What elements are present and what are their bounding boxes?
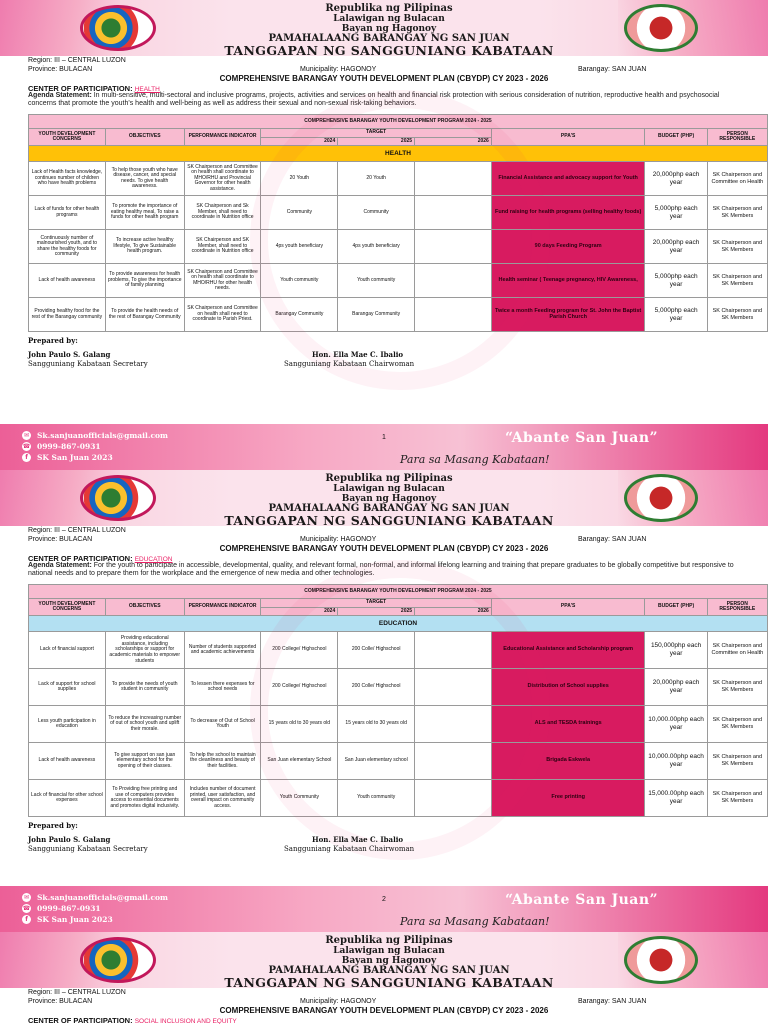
col-indicator: PERFORMANCE INDICATOR [184, 599, 261, 616]
page-footer [0, 414, 768, 470]
cop-value[interactable]: EDUCATION [134, 556, 173, 563]
footer-email-row [22, 892, 168, 903]
header-text [170, 4, 608, 57]
cop-label: CENTER OF PARTICIPATION: [28, 554, 133, 563]
plan-page-education [0, 470, 768, 932]
person-cell: SK Chairperson and SK Members [707, 230, 767, 264]
header-line-province: Lalawigan ng Bulacan [333, 484, 445, 494]
target-2026-cell [415, 743, 492, 780]
col-target: TARGET [261, 599, 491, 608]
col-2026: 2026 [415, 137, 492, 146]
person-cell: SK Chairperson and SK Members [707, 780, 767, 817]
barangay-label: Barangay: SAN JUAN [578, 998, 647, 1005]
concern-cell: Providing healthy food for the rest of the Barangay community [29, 298, 106, 332]
target-2024-cell: 200 College/ Highschool [261, 669, 338, 706]
budget-cell: 20,000php each year [645, 230, 707, 264]
objective-cell: To give support on san juan elementary school for the opening of their classes. [105, 743, 184, 780]
indicator-cell: SK Chairperson and Committee on health shall need to coordinate to Parish Priest. [184, 298, 261, 332]
region-label: Region: III – CENTRAL LUZON [28, 989, 126, 996]
header-banner [0, 932, 768, 988]
col-concerns: YOUTH DEVELOPMENT CONCERNS [29, 129, 106, 146]
email-icon: ✉ [23, 894, 30, 901]
target-2024-cell: Youth community [261, 264, 338, 298]
indicator-cell: To lessen there expenses for school needs [184, 669, 261, 706]
footer-slogan: “Abante San Juan” [505, 892, 659, 908]
table-row [29, 162, 768, 196]
objective-cell: To promote the importance of eating healthy meal, To raise a funds for other health program [105, 196, 184, 230]
prepared-by-label: Prepared by: [28, 336, 78, 346]
program-title: COMPREHENSIVE BARANGAY YOUTH DEVELOPMENT PROGRAM 2024 - 2025 [29, 115, 768, 129]
concern-cell: Less youth participation in education [29, 706, 106, 743]
target-2025-cell: Community [338, 196, 415, 230]
header-line-barangay: PAMAHALAANG BARANGAY NG SAN JUAN [268, 965, 510, 976]
header-line-province: Lalawigan ng Bulacan [333, 946, 445, 956]
objective-cell: To increase active healthy lifestyle, To give Sustainable health program. [105, 230, 184, 264]
chairwoman-name: Hon. Ella Mae C. Ibalio [312, 350, 404, 360]
facebook-icon: f [22, 915, 31, 924]
plan-title: COMPREHENSIVE BARANGAY YOUTH DEVELOPMENT PLAN (CBYDP) CY 2023 - 2026 [219, 544, 549, 553]
objective-cell: Providing educational assistance, including scholarships or support for academic materials to empower students [105, 632, 184, 669]
col-objectives: OBJECTIVES [105, 599, 184, 616]
plan-page-health [0, 0, 768, 470]
secretary-title: Sangguniang Kabataan Secretary [28, 360, 148, 369]
ppa-cell: Free printing [491, 780, 645, 817]
municipality-label: Municipality: HAGONOY [300, 536, 377, 543]
plan-title: COMPREHENSIVE BARANGAY YOUTH DEVELOPMENT PLAN (CBYDP) CY 2023 - 2026 [219, 1006, 549, 1015]
col-2024: 2024 [261, 137, 338, 146]
cop-value[interactable]: HEALTH [134, 86, 160, 93]
target-2026-cell [415, 298, 492, 332]
target-2025-cell: Barangay Community [338, 298, 415, 332]
agenda-text: In multi-sensitive, multi-sectoral and inclusive programs, projects, activities and services on health and financial risk protection with serious consideration of nutrition, reproductive health and psychosocial concerns that promote the youth's health and well-being as well as address their sexual and non-sexual risk-taking behaviors. [28, 92, 720, 107]
header-line-barangay: PAMAHALAANG BARANGAY NG SAN JUAN [268, 503, 510, 514]
indicator-cell: To help the school to maintain the cleanliness and beauty of their facilities. [184, 743, 261, 780]
col-budget: BUDGET (PHP) [645, 129, 707, 146]
prepared-by-label: Prepared by: [28, 821, 78, 831]
ppa-cell: Financial Assistance and advocacy support for Youth [491, 162, 645, 196]
chairwoman-title: Sangguniang Kabataan Chairwoman [284, 845, 415, 854]
person-cell: SK Chairperson and SK Members [707, 264, 767, 298]
region-label: Region: III – CENTRAL LUZON [28, 527, 126, 534]
footer-email[interactable]: Sk.sanjuanofficials@gmail.com [37, 893, 168, 902]
municipality-label: Municipality: HAGONOY [300, 998, 377, 1005]
table-row [29, 264, 768, 298]
col-ppas: PPA'S [491, 599, 645, 616]
sk-logo [80, 475, 156, 521]
person-cell: SK Chairperson and SK Members [707, 298, 767, 332]
province-label: Province: BULACAN [28, 66, 93, 73]
plan-page-social-inclusion [0, 932, 768, 1024]
target-2024-cell: San Juan elementary School [261, 743, 338, 780]
footer-contact [22, 892, 168, 925]
footer-phone-row [22, 441, 168, 452]
agenda-statement [0, 92, 768, 112]
table-row [29, 230, 768, 264]
target-2026-cell [415, 264, 492, 298]
indicator-cell: SK Chairperson and Sk Member, shall need to coordinate in Nutrition office [184, 196, 261, 230]
barangay-seal [624, 4, 698, 52]
header-line-office: TANGGAPAN NG SANGGUNIANG KABATAAN [224, 513, 554, 528]
budget-cell: 5,000php each year [645, 298, 707, 332]
page-footer [0, 876, 768, 932]
col-person: PERSON RESPONSIBLE [707, 599, 767, 616]
province-label: Province: BULACAN [28, 998, 93, 1005]
phone-icon: ☎ [22, 905, 31, 912]
agenda-statement [0, 562, 768, 582]
header-line-republic: Republika ng Pilipinas [325, 935, 453, 946]
col-2025: 2025 [338, 137, 415, 146]
center-of-participation [28, 1016, 237, 1024]
person-cell: SK Chairperson and Committee on Health [707, 162, 767, 196]
target-2026-cell [415, 780, 492, 817]
table-row [29, 196, 768, 230]
header-line-office: TANGGAPAN NG SANGGUNIANG KABATAAN [224, 43, 554, 58]
email-icon: ✉ [23, 432, 30, 439]
table-row [29, 743, 768, 780]
indicator-cell: Number of students supported and academic achievements [184, 632, 261, 669]
objective-cell: To provide the health needs of the rest of Barangay Community [105, 298, 184, 332]
chairwoman-name: Hon. Ella Mae C. Ibalio [312, 835, 404, 845]
agenda-label: Agenda Statement: [28, 562, 92, 569]
budget-cell: 10,000.00php each year [645, 706, 707, 743]
indicator-cell: SK Chairperson and SK Member, shall need to coordinate in Nutrition office [184, 230, 261, 264]
target-2025-cell: 4ps youth beneficiary [338, 230, 415, 264]
col-objectives: OBJECTIVES [105, 129, 184, 146]
indicator-cell: SK Chairperson and Committee on health shall coordinate to MHO/RHU and Provincial Governor for other health assistance. [184, 162, 261, 196]
budget-cell: 5,000php each year [645, 196, 707, 230]
target-2025-cell: 200 Colle/ Highschool [338, 669, 415, 706]
indicator-cell: To decrease of Out of School Youth [184, 706, 261, 743]
plan-info [0, 526, 768, 562]
objective-cell: To provide the needs of youth student in community [105, 669, 184, 706]
barangay-label: Barangay: SAN JUAN [578, 66, 647, 73]
col-person: PERSON RESPONSIBLE [707, 129, 767, 146]
target-2024-cell: 15 years old to 30 years old [261, 706, 338, 743]
concern-cell: Lack of support for school supplies [29, 669, 106, 706]
indicator-cell: SK Chairperson and Committee on health shall coordinate to MHO/RHU for other health needs. [184, 264, 261, 298]
section-row [29, 616, 768, 632]
target-2024-cell: 20 Youth [261, 162, 338, 196]
footer-facebook[interactable]: SK San Juan 2023 [37, 915, 113, 924]
target-2025-cell: 15 years old to 30 years old [338, 706, 415, 743]
header-line-republic: Republika ng Pilipinas [325, 3, 453, 14]
target-2025-cell: San Juan elementary school [338, 743, 415, 780]
agenda-label: Agenda Statement: [28, 92, 92, 99]
budget-cell: 10,000.00php each year [645, 743, 707, 780]
objective-cell: To Providing free printing and use of computers provides access to essential documents and promotes digital inclusivity. [105, 780, 184, 817]
barangay-seal [624, 936, 698, 984]
person-cell: SK Chairperson and SK Members [707, 196, 767, 230]
concern-cell: Continuously number of malnourished youth, and to share the healthy foods for community [29, 230, 106, 264]
target-2025-cell: Youth community [338, 264, 415, 298]
header-banner [0, 470, 768, 526]
target-2024-cell: Community [261, 196, 338, 230]
municipality-label: Municipality: HAGONOY [300, 66, 377, 73]
header-line-republic: Republika ng Pilipinas [325, 473, 453, 484]
sk-logo [80, 937, 156, 983]
section-title: EDUCATION [29, 616, 768, 632]
header-banner [0, 0, 768, 56]
header-line-office: TANGGAPAN NG SANGGUNIANG KABATAAN [224, 975, 554, 990]
col-2025: 2025 [338, 607, 415, 616]
footer-slogan: “Abante San Juan” [505, 430, 659, 446]
objective-cell: To reduce the increasing number of out of school youth and uplift their morale. [105, 706, 184, 743]
ppa-cell: Twice a month Feeding program for St. John the Baptist Parish Church [491, 298, 645, 332]
chairwoman-title: Sangguniang Kabataan Chairwoman [284, 360, 415, 369]
column-header-row [29, 129, 768, 138]
plan-info [0, 56, 768, 92]
col-target: TARGET [261, 129, 491, 138]
target-2024-cell: 4ps youth beneficiary [261, 230, 338, 264]
footer-phone-row [22, 903, 168, 914]
col-budget: BUDGET (PHP) [645, 599, 707, 616]
col-indicator: PERFORMANCE INDICATOR [184, 129, 261, 146]
footer-facebook-row [22, 914, 168, 925]
page-number: 1 [382, 434, 386, 441]
section-row [29, 146, 768, 162]
concern-cell: Lack of health awareness [29, 264, 106, 298]
person-cell: SK Chairperson and SK Members [707, 706, 767, 743]
footer-email[interactable]: Sk.sanjuanofficials@gmail.com [37, 431, 168, 440]
table-row [29, 706, 768, 743]
header-line-town: Bayan ng Hagonoy [341, 494, 437, 504]
budget-cell: 5,000php each year [645, 264, 707, 298]
target-2026-cell [415, 706, 492, 743]
person-cell: SK Chairperson and Committee on Health [707, 632, 767, 669]
ppa-cell: Distribution of School supplies [491, 669, 645, 706]
section-title: HEALTH [29, 146, 768, 162]
budget-cell: 150,000php each year [645, 632, 707, 669]
target-2026-cell [415, 162, 492, 196]
footer-phone: 0999-867-0931 [37, 904, 101, 913]
province-label: Province: BULACAN [28, 536, 93, 543]
col-ppas: PPA'S [491, 129, 645, 146]
col-2024: 2024 [261, 607, 338, 616]
ppa-cell: 90 days Feeding Program [491, 230, 645, 264]
target-2026-cell [415, 669, 492, 706]
budget-cell: 20,000php each year [645, 162, 707, 196]
concern-cell: Lack of financial for other school expenses [29, 780, 106, 817]
header-line-province: Lalawigan ng Bulacan [333, 14, 445, 24]
ppa-cell: Educational Assistance and Scholarship program [491, 632, 645, 669]
barangay-seal [624, 474, 698, 522]
footer-contact [22, 430, 168, 463]
secretary-name: John Paulo S. Galang [28, 835, 111, 845]
footer-facebook[interactable]: SK San Juan 2023 [37, 453, 113, 462]
header-text [170, 936, 608, 989]
person-cell: SK Chairperson and SK Members [707, 669, 767, 706]
column-header-row [29, 599, 768, 608]
secretary-name: John Paulo S. Galang [28, 350, 111, 360]
secretary-title: Sangguniang Kabataan Secretary [28, 845, 148, 854]
header-line-barangay: PAMAHALAANG BARANGAY NG SAN JUAN [268, 33, 510, 44]
footer-facebook-row [22, 452, 168, 463]
objective-cell: To help those youth who have disease, cancer, and special needs. To give health awareness. [105, 162, 184, 196]
target-2024-cell: Barangay Community [261, 298, 338, 332]
cop-label: CENTER OF PARTICIPATION: [28, 84, 133, 93]
header-line-town: Bayan ng Hagonoy [341, 956, 437, 966]
table-row [29, 780, 768, 817]
header-text [170, 474, 608, 527]
table-row [29, 632, 768, 669]
ppa-cell: ALS and TESDA trainings [491, 706, 645, 743]
target-2025-cell: 200 Colle/ Highschool [338, 632, 415, 669]
objective-cell: To provide awareness for health problems, To give the importance of family planning [105, 264, 184, 298]
center-of-participation [28, 84, 160, 93]
col-2026: 2026 [415, 607, 492, 616]
concern-cell: Lack of health awareness [29, 743, 106, 780]
agenda-text: For the youth to participate in accessible, developmental, quality, and relevant formal, non-formal, and informal lifelong learning and training that prepare graduates to be globally competitive but responsive to national needs and to prepare them for the workplace and the emergence of new media and other technologies. [28, 562, 734, 577]
program-table [28, 114, 768, 332]
ppa-cell: Brigada Eskwela [491, 743, 645, 780]
program-title-row [29, 115, 768, 129]
prepared-by-block [0, 817, 768, 861]
target-2024-cell: Youth Community [261, 780, 338, 817]
table-row [29, 298, 768, 332]
budget-cell: 15,000.00php each year [645, 780, 707, 817]
header-line-town: Bayan ng Hagonoy [341, 24, 437, 34]
footer-phone: 0999-867-0931 [37, 442, 101, 451]
concern-cell: Lack of Health facts knowledge, continues number of children who have health problems [29, 162, 106, 196]
sk-logo [80, 5, 156, 51]
target-2026-cell [415, 632, 492, 669]
plan-title: COMPREHENSIVE BARANGAY YOUTH DEVELOPMENT PLAN (CBYDP) CY 2023 - 2026 [219, 74, 549, 83]
region-label: Region: III – CENTRAL LUZON [28, 57, 126, 64]
page-number: 2 [382, 896, 386, 903]
indicator-cell: Includes number of document printed, user satisfaction, and overall impact on community access. [184, 780, 261, 817]
person-cell: SK Chairperson and SK Members [707, 743, 767, 780]
target-2025-cell: 20 Youth [338, 162, 415, 196]
target-2026-cell [415, 196, 492, 230]
center-of-participation [28, 554, 173, 563]
program-table [28, 584, 768, 817]
concern-cell: Lack of funds for other health programs [29, 196, 106, 230]
facebook-icon: f [22, 453, 31, 462]
prepared-by-block [0, 332, 768, 376]
table-row [29, 669, 768, 706]
target-2024-cell: 200 College/ Highschool [261, 632, 338, 669]
barangay-label: Barangay: SAN JUAN [578, 536, 647, 543]
phone-icon: ☎ [22, 443, 31, 450]
concern-cell: Lack of financial support [29, 632, 106, 669]
cop-label: CENTER OF PARTICIPATION: [28, 1016, 133, 1024]
target-2026-cell [415, 230, 492, 264]
target-2025-cell: Youth community [338, 780, 415, 817]
footer-email-row [22, 430, 168, 441]
ppa-cell: Fund raising for health programs (selling healthy foods) [491, 196, 645, 230]
footer-tagline: Para sa Masang Kabataan! [400, 915, 550, 928]
program-title-row [29, 585, 768, 599]
plan-info [0, 988, 768, 1024]
footer-tagline: Para sa Masang Kabataan! [400, 453, 550, 466]
program-title: COMPREHENSIVE BARANGAY YOUTH DEVELOPMENT PROGRAM 2024 - 2025 [29, 585, 768, 599]
budget-cell: 20,000php each year [645, 669, 707, 706]
ppa-cell: Health seminar ( Teenage pregnancy, HIV Awareness, [491, 264, 645, 298]
col-concerns: YOUTH DEVELOPMENT CONCERNS [29, 599, 106, 616]
cop-value[interactable]: SOCIAL INCLUSION AND EQUITY [134, 1018, 237, 1024]
